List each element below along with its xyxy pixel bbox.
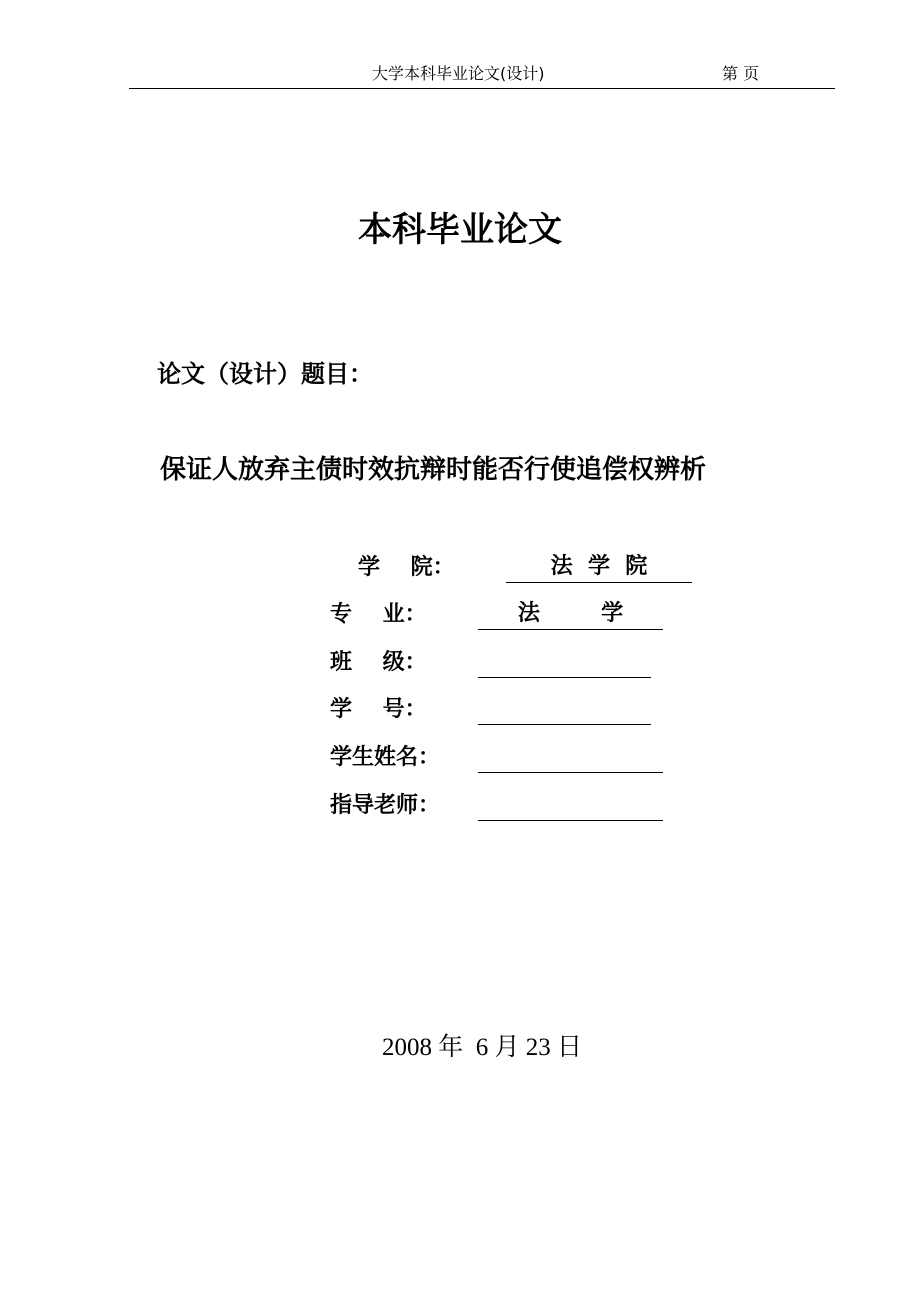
info-row-college — [330, 551, 700, 585]
info-row-class — [330, 646, 700, 680]
class-value — [478, 646, 651, 678]
info-row-student-id — [330, 693, 700, 727]
submission-date: 2008 年 6 月 23 日 — [382, 1034, 583, 1061]
student-name-label: 学生姓名： — [330, 745, 441, 770]
college-label: 学 院： — [358, 555, 455, 580]
header-page-label: 第 页 — [722, 64, 760, 83]
topic-title: 保证人放弃主债时效抗辩时能否行使追偿权辨析 — [160, 455, 707, 485]
major-label: 专 业： — [330, 602, 427, 627]
info-row-advisor — [330, 789, 700, 823]
major-value: 法 学 — [478, 598, 663, 630]
advisor-label: 指导老师： — [330, 793, 441, 818]
topic-label: 论文（设计）题目： — [157, 360, 373, 388]
info-row-student-name — [330, 741, 700, 775]
student-id-label: 学 号： — [330, 697, 427, 722]
class-label: 班 级： — [330, 650, 427, 675]
header-rule — [129, 88, 835, 89]
main-title: 本科毕业论文 — [358, 210, 562, 250]
college-value: 法 学 院 — [506, 551, 692, 583]
advisor-value — [478, 789, 663, 821]
student-name-value — [478, 741, 663, 773]
info-row-major — [330, 598, 700, 632]
student-id-value — [478, 693, 651, 725]
header-title: 大学本科毕业论文(设计) — [372, 64, 545, 83]
